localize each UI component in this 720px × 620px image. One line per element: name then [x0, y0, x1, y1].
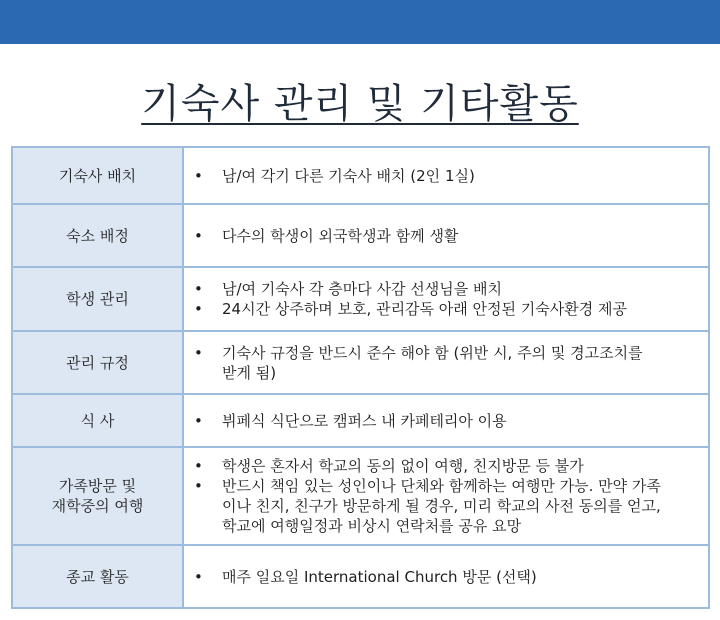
list-item: • 학생은 혼자서 학교의 동의 없이 여행, 친지방문 등 불가: [194, 457, 584, 475]
list-item: • 기숙사 규정을 반드시 준수 해야 함 (위반 시, 주의 및 경고조치를 받게 됨): [194, 343, 643, 382]
row-label: 숙소 배정: [12, 204, 183, 267]
page-title: 기숙사 관리 및 기타활동: [141, 81, 579, 127]
top-banner: [0, 0, 720, 44]
bullet-icon: •: [194, 477, 203, 495]
list-item: • 24시간 상주하며 보호, 관리감독 아래 안정된 기숙사환경 제공: [194, 300, 627, 318]
bullet-icon: •: [194, 166, 203, 185]
table-row: [12, 447, 709, 545]
list-item: • 뷔페식 식단으로 캠퍼스 내 카페테리아 이용: [194, 411, 507, 430]
row-label: 기숙사 배치: [12, 147, 183, 204]
row-label: 학생 관리: [12, 267, 183, 331]
bullet-icon: •: [194, 226, 203, 245]
row-content: [183, 147, 709, 204]
row-content: [183, 394, 709, 447]
row-content: [183, 545, 709, 608]
bullet-icon: •: [194, 300, 203, 318]
row-content: [183, 204, 709, 267]
list-item: • 남/여 기숙사 각 층마다 사감 선생님을 배치: [194, 280, 502, 298]
row-content: [183, 267, 709, 331]
row-label: 종교 활동: [12, 545, 183, 608]
row-label: 가족방문 및 재학중의 여행: [12, 447, 183, 545]
bullet-icon: •: [194, 567, 203, 586]
bullet-icon: •: [194, 343, 203, 362]
list-item: • 매주 일요일 International Church 방문 (선택): [194, 567, 537, 586]
list-item: • 남/여 각기 다른 기숙사 배치 (2인 1실): [194, 166, 475, 185]
bullet-icon: •: [194, 457, 203, 475]
row-label: 관리 규정: [12, 331, 183, 394]
bullet-icon: •: [194, 280, 203, 298]
table-row: [12, 204, 709, 267]
info-table: [11, 146, 710, 609]
table-row: [12, 545, 709, 608]
table-row: [12, 331, 709, 394]
table-row: [12, 267, 709, 331]
table-row: [12, 394, 709, 447]
list-item: • 반드시 책임 있는 성인이나 단체와 함께하는 여행만 가능. 만약 가족 이나 친지, 친구가 방문하게 될 경우, 미리 학교의 사전 동의를 얻고, 학교에 여행일정과 비상시 연락처를 공유 요망: [194, 477, 661, 535]
list-item: • 다수의 학생이 외국학생과 함께 생활: [194, 226, 459, 245]
bullet-icon: •: [194, 411, 203, 430]
table-row: [12, 147, 709, 204]
row-content: [183, 447, 709, 545]
row-label: 식 사: [12, 394, 183, 447]
row-content: [183, 331, 709, 394]
